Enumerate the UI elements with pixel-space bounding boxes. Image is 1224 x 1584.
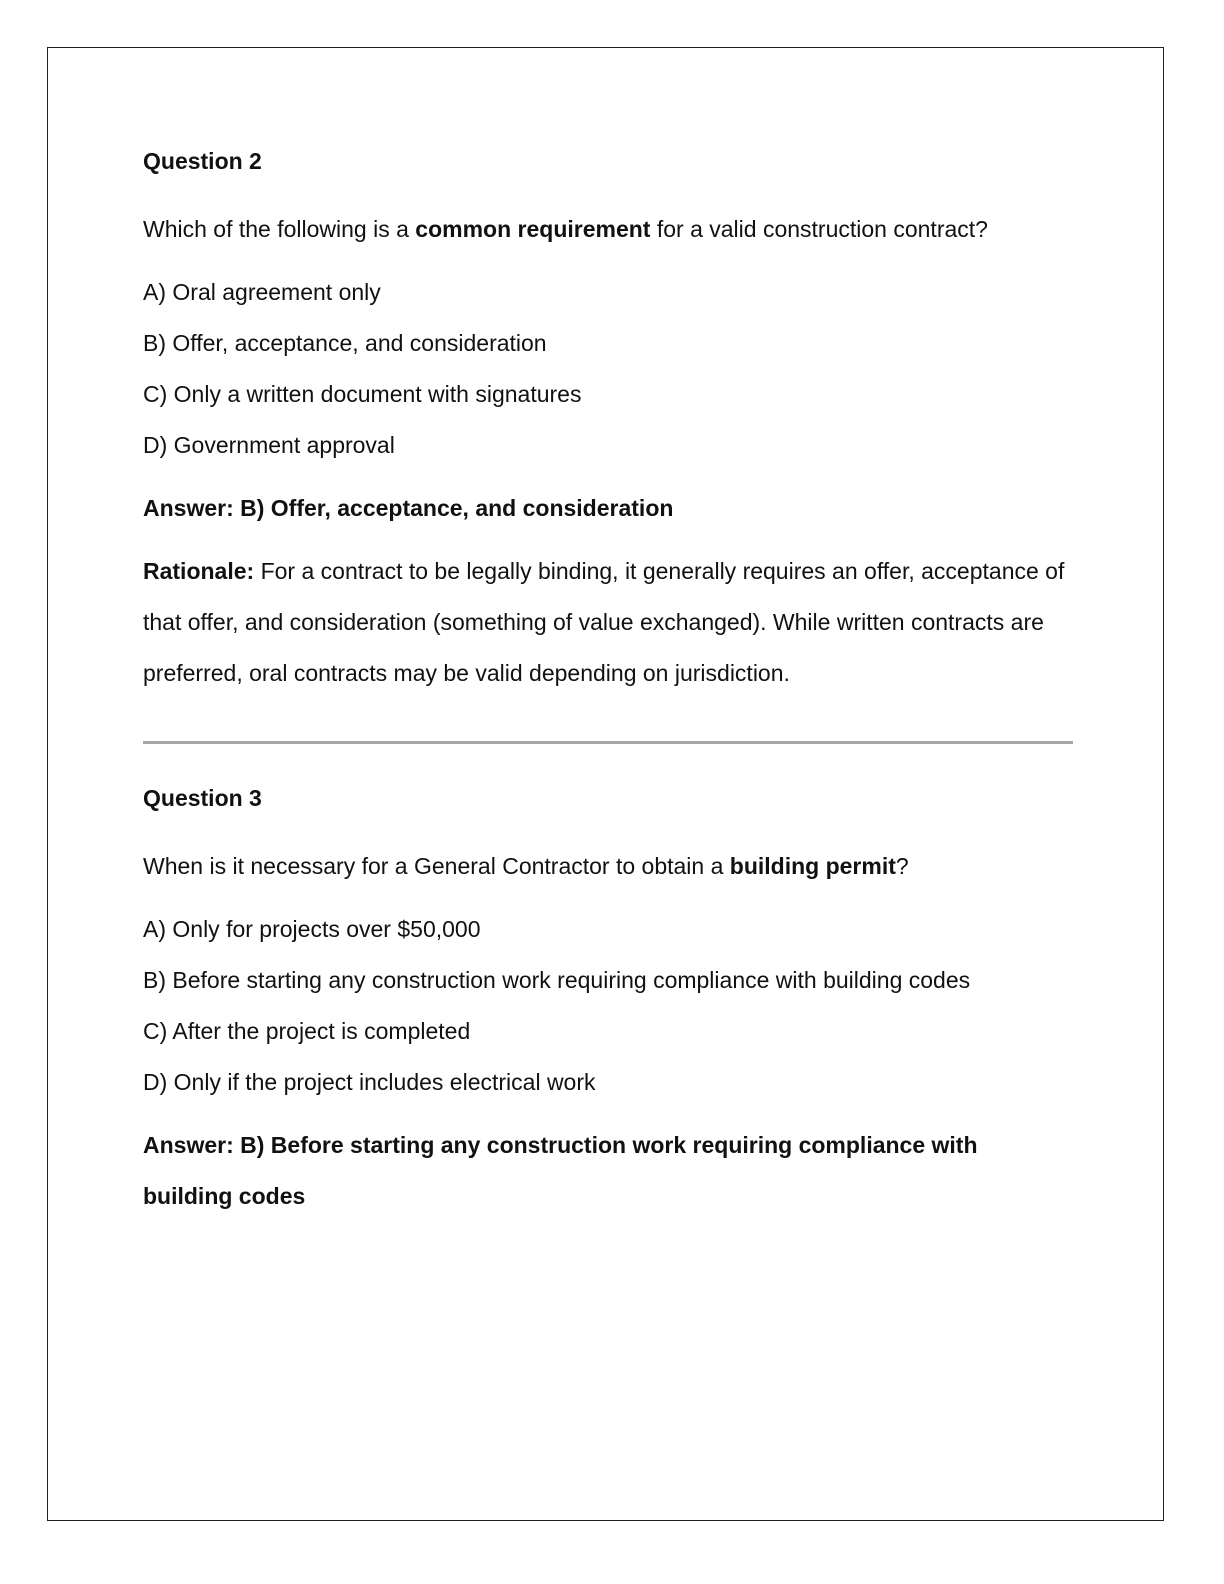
stem-text: for a valid construction contract? — [650, 216, 988, 242]
answer: Answer: B) Before starting any construction work requiring compliance with building codes — [143, 1132, 978, 1209]
option-b: B) Offer, acceptance, and consideration — [143, 330, 547, 356]
stem-text: Which of the following is a — [143, 216, 416, 242]
option-b: B) Before starting any construction work requiring compliance with building codes — [143, 967, 971, 993]
option-a: A) Oral agreement only — [143, 279, 381, 305]
options-list — [143, 267, 1073, 471]
question-stem — [143, 204, 1073, 255]
option-d: D) Government approval — [143, 432, 395, 458]
rationale-label: Rationale: — [143, 558, 255, 584]
options-list — [143, 904, 1073, 1108]
question-heading: Question 3 — [143, 785, 262, 811]
answer: Answer: B) Offer, acceptance, and consideration — [143, 495, 674, 521]
option-c: C) Only a written document with signatures — [143, 381, 582, 407]
stem-emphasis: building permit — [729, 853, 896, 879]
rationale — [143, 546, 1073, 699]
option-d: D) Only if the project includes electrical work — [143, 1069, 596, 1095]
question-3 — [143, 780, 1073, 1222]
document-content — [143, 143, 1073, 1222]
section-divider — [143, 741, 1073, 744]
stem-text: ? — [895, 853, 909, 879]
rationale-text: For a contract to be legally binding, it generally requires an offer, acceptance of that offer, and consideration (something of value exchanged). While written contracts are preferred, oral contracts may be valid depending on jurisdiction. — [143, 558, 1065, 686]
question-stem — [143, 841, 1073, 892]
question-2 — [143, 143, 1073, 699]
option-a: A) Only for projects over $50,000 — [143, 916, 481, 942]
option-c: C) After the project is completed — [143, 1018, 471, 1044]
question-heading: Question 2 — [143, 148, 262, 174]
stem-emphasis: common requirement — [415, 216, 651, 242]
stem-text: When is it necessary for a General Contractor to obtain a — [143, 853, 730, 879]
